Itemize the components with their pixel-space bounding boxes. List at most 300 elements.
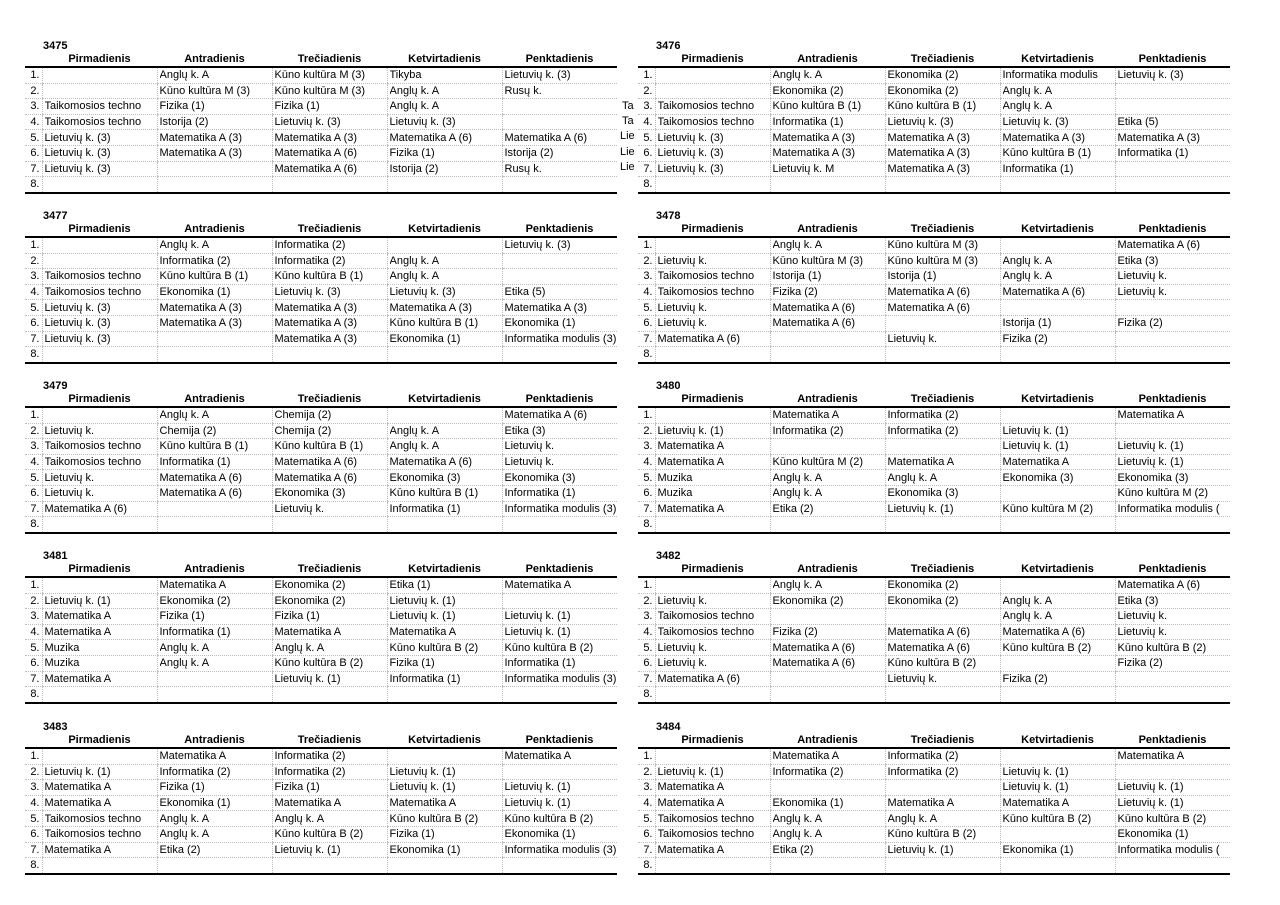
lesson-row (638, 300, 1230, 316)
subject-name: Anglų k. A (772, 471, 823, 484)
lesson-cell (387, 593, 502, 609)
subject-name: Lietuvių k. (3) (1002, 116, 1069, 129)
subject-name: Lietuvių k. (1117, 286, 1168, 299)
subject-name: Matematika A (3) (772, 147, 856, 160)
subject-name: Lietuvių k. (1) (389, 610, 456, 623)
subject-name: Taikomosios techno (44, 456, 142, 469)
day-header: Pirmadienis (42, 733, 157, 748)
subject-name: Matematika A (657, 781, 725, 794)
lesson-row (25, 407, 617, 423)
lesson-row (25, 300, 617, 316)
day-header: Trečiadienis (272, 733, 387, 748)
subject-name: Informatika modulis (3) (504, 502, 617, 515)
lesson-row (638, 671, 1230, 687)
lesson-row (638, 454, 1230, 470)
lesson-cell (387, 687, 502, 703)
lesson-cell (885, 671, 1000, 687)
day-header: Penktadienis (1115, 562, 1230, 577)
lesson-cell (502, 858, 617, 874)
subject-name: Lietuvių k. (1) (504, 797, 571, 810)
lesson-number: 3. (25, 780, 42, 796)
lesson-cell (1115, 161, 1230, 177)
subject-name: Etika (5) (1117, 116, 1159, 129)
lesson-number: 2. (638, 593, 655, 609)
subject-name: Matematika A (6) (1002, 286, 1086, 299)
lesson-number: 8. (638, 347, 655, 363)
subject-name: Matematika A (44, 626, 112, 639)
lesson-cell (502, 145, 617, 161)
subject-name: Lietuvių k. (1) (1117, 797, 1184, 810)
subject-name: Anglų k. A (389, 424, 440, 437)
header-blank (25, 222, 42, 237)
lesson-row (638, 764, 1230, 780)
subject-name: Informatika (2) (159, 254, 231, 267)
subject-name: Lietuvių k. (3) (44, 147, 111, 160)
day-header: Pirmadienis (42, 52, 157, 67)
subject-name: Lietuvių k. (3) (657, 131, 724, 144)
lesson-number: 7. (638, 331, 655, 347)
subject-name: Taikomosios techno (657, 270, 755, 283)
subject-name: Anglų k. A (159, 812, 210, 825)
lesson-cell (502, 269, 617, 285)
subject-name: Etika (3) (504, 424, 546, 437)
lesson-cell (272, 858, 387, 874)
header-blank (25, 392, 42, 407)
subject-name: Anglų k. A (274, 641, 325, 654)
lesson-number: 4. (638, 114, 655, 130)
subject-name: Etika (3) (1117, 254, 1159, 267)
subject-name: Ekonomika (1) (1002, 843, 1074, 856)
subject-name: Matematika A (6) (887, 626, 971, 639)
lesson-cell (157, 470, 272, 486)
subject-name: Anglų k. A (389, 440, 440, 453)
lesson-cell (655, 300, 770, 316)
subject-name: Lietuvių k. (3) (1117, 69, 1184, 82)
lesson-cell (1115, 99, 1230, 115)
lesson-cell (272, 795, 387, 811)
lesson-cell (885, 177, 1000, 193)
lesson-cell (387, 501, 502, 517)
subject-name: Etika (2) (159, 843, 201, 856)
subject-name: Lietuvių k. (1117, 626, 1168, 639)
lesson-cell (1000, 640, 1115, 656)
subject-name: Anglų k. A (389, 100, 440, 113)
lesson-cell (1000, 671, 1115, 687)
subject-name: Taikomosios techno (44, 286, 142, 299)
subject-name: Kūno kultūra B (1) (887, 100, 977, 113)
lesson-cell (1000, 67, 1115, 83)
lesson-number: 2. (25, 423, 42, 439)
lesson-number: 3. (25, 439, 42, 455)
subject-name: Matematika A (657, 797, 725, 810)
subject-name: Matematika A (3) (1117, 131, 1201, 144)
lesson-cell (655, 423, 770, 439)
day-header: Antradienis (157, 222, 272, 237)
lesson-cell (885, 687, 1000, 703)
lesson-cell (502, 826, 617, 842)
subject-name: Matematika A (6) (657, 332, 741, 345)
subject-name: Matematika A (3) (887, 131, 971, 144)
lesson-cell (157, 517, 272, 533)
subject-name: Lietuvių k. (3) (657, 147, 724, 160)
lesson-cell (272, 237, 387, 253)
subject-name: Istorija (1) (1002, 317, 1052, 330)
lesson-cell (272, 439, 387, 455)
lesson-cell (42, 795, 157, 811)
lesson-cell (655, 253, 770, 269)
subject-name: Matematika A (6) (274, 456, 358, 469)
header-blank (638, 52, 655, 67)
lesson-number: 7. (638, 671, 655, 687)
subject-name: Kūno kultūra B (1) (159, 270, 249, 283)
lesson-cell (502, 253, 617, 269)
lesson-cell (1115, 114, 1230, 130)
lesson-row (638, 177, 1230, 193)
lesson-number: 7. (638, 501, 655, 517)
lesson-cell (157, 671, 272, 687)
subject-name: Matematika A (44, 781, 112, 794)
lesson-cell (1000, 485, 1115, 501)
subject-name: Matematika A (6) (504, 131, 588, 144)
lesson-cell (885, 423, 1000, 439)
lesson-number: 5. (25, 470, 42, 486)
lesson-number: 2. (25, 253, 42, 269)
lesson-cell (1115, 67, 1230, 83)
lesson-row (638, 826, 1230, 842)
subject-name: Lietuvių k. (1) (389, 781, 456, 794)
lesson-cell (655, 795, 770, 811)
day-header: Antradienis (770, 392, 885, 407)
lesson-number: 7. (25, 501, 42, 517)
lesson-row (638, 284, 1230, 300)
subject-name: Lietuvių k. (657, 254, 708, 267)
subject-name: Lietuvių k. M (772, 162, 835, 175)
subject-name: Lietuvių k. (3) (274, 116, 341, 129)
subject-name: Fizika (2) (1002, 672, 1048, 685)
lesson-cell (885, 748, 1000, 764)
lesson-cell (885, 347, 1000, 363)
lesson-row (638, 687, 1230, 703)
lesson-cell (655, 671, 770, 687)
subject-name: Anglų k. A (1002, 270, 1053, 283)
lesson-cell (885, 269, 1000, 285)
subject-name: Kūno kultūra B (2) (1002, 812, 1092, 825)
subject-name: Lietuvių k. (1) (44, 594, 111, 607)
lesson-cell (655, 99, 770, 115)
lesson-cell (502, 593, 617, 609)
lesson-cell (387, 764, 502, 780)
lesson-cell (502, 624, 617, 640)
lesson-number: 8. (638, 177, 655, 193)
lesson-cell (42, 470, 157, 486)
subject-name: Matematika A (274, 626, 342, 639)
subject-name: Matematika A (657, 440, 725, 453)
lesson-cell (655, 161, 770, 177)
lesson-cell (655, 517, 770, 533)
lesson-cell (42, 269, 157, 285)
lesson-row (25, 67, 617, 83)
lesson-cell (502, 161, 617, 177)
lesson-cell (272, 130, 387, 146)
lesson-cell (1000, 811, 1115, 827)
subject-name: Matematika A (504, 579, 572, 592)
lesson-cell (770, 284, 885, 300)
lesson-row (25, 826, 617, 842)
lesson-number: 8. (25, 687, 42, 703)
lesson-cell (1115, 454, 1230, 470)
lesson-cell (42, 624, 157, 640)
lesson-cell (885, 470, 1000, 486)
subject-name: Matematika A (1117, 750, 1185, 763)
day-header: Ketvirtadienis (387, 733, 502, 748)
subject-name: Taikomosios techno (657, 100, 755, 113)
subject-name: Chemija (2) (274, 409, 332, 422)
subject-name: Fizika (1) (159, 100, 205, 113)
lesson-row (638, 485, 1230, 501)
subject-name: Informatika (2) (887, 750, 959, 763)
subject-name: Kūno kultūra B (2) (1002, 641, 1092, 654)
lesson-cell (1115, 671, 1230, 687)
subject-name: Matematika A (1002, 797, 1070, 810)
lesson-cell (1115, 485, 1230, 501)
lesson-number: 6. (25, 826, 42, 842)
lesson-cell (157, 347, 272, 363)
overflow-fragment: Lie (620, 130, 635, 142)
day-header: Antradienis (157, 392, 272, 407)
subject-name: Matematika A (6) (274, 147, 358, 160)
subject-name: Istorija (2) (389, 162, 439, 175)
lesson-row (25, 331, 617, 347)
subject-name: Lietuvių k. (1) (504, 781, 571, 794)
subject-name: Anglų k. A (159, 239, 210, 252)
lesson-cell (502, 671, 617, 687)
lesson-cell (1115, 577, 1230, 593)
lesson-cell (387, 237, 502, 253)
subject-name: Matematika A (6) (274, 162, 358, 175)
lesson-cell (655, 83, 770, 99)
subject-name: Matematika A (504, 750, 572, 763)
subject-name: Muzika (44, 641, 80, 654)
lesson-cell (770, 114, 885, 130)
lesson-cell (42, 315, 157, 331)
lesson-cell (502, 300, 617, 316)
lesson-cell (42, 764, 157, 780)
lesson-cell (272, 315, 387, 331)
lesson-cell (1115, 284, 1230, 300)
lesson-cell (885, 517, 1000, 533)
lesson-cell (885, 114, 1000, 130)
lesson-cell (42, 609, 157, 625)
day-header: Penktadienis (1115, 222, 1230, 237)
lesson-cell (1000, 501, 1115, 517)
lesson-cell (157, 501, 272, 517)
lesson-cell (1000, 269, 1115, 285)
lesson-number: 4. (25, 454, 42, 470)
lesson-row (25, 423, 617, 439)
subject-name: Etika (3) (1117, 594, 1159, 607)
lesson-cell (157, 795, 272, 811)
lesson-cell (770, 331, 885, 347)
subject-name: Anglų k. A (772, 487, 823, 500)
lesson-cell (42, 517, 157, 533)
lesson-cell (1000, 99, 1115, 115)
lesson-cell (42, 780, 157, 796)
lesson-cell (387, 347, 502, 363)
lesson-cell (655, 439, 770, 455)
lesson-cell (42, 842, 157, 858)
lesson-row (638, 315, 1230, 331)
subject-name: Matematika A (6) (1117, 579, 1201, 592)
lesson-cell (1115, 826, 1230, 842)
subject-name: Matematika A (6) (159, 471, 243, 484)
lesson-cell (157, 687, 272, 703)
lesson-cell (272, 269, 387, 285)
lesson-cell (885, 315, 1000, 331)
lesson-cell (770, 826, 885, 842)
lesson-cell (387, 423, 502, 439)
lesson-row (25, 347, 617, 363)
subject-name: Kūno kultūra B (2) (389, 641, 479, 654)
lesson-number: 8. (638, 858, 655, 874)
lesson-cell (502, 470, 617, 486)
subject-name: Matematika A (3) (887, 162, 971, 175)
subject-name: Matematika A (1117, 409, 1185, 422)
day-header: Ketvirtadienis (387, 52, 502, 67)
subject-name: Anglų k. A (887, 812, 938, 825)
subject-name: Lietuvių k. (1) (389, 765, 456, 778)
subject-name: Lietuvių k. (657, 317, 708, 330)
lesson-cell (885, 331, 1000, 347)
lesson-cell (272, 687, 387, 703)
header-blank (25, 733, 42, 748)
lesson-cell (1115, 609, 1230, 625)
lesson-cell (272, 99, 387, 115)
subject-name: Muzika (44, 657, 80, 670)
lesson-cell (1115, 423, 1230, 439)
lesson-cell (387, 624, 502, 640)
lesson-row (25, 470, 617, 486)
lesson-cell (42, 826, 157, 842)
lesson-row (25, 748, 617, 764)
subject-name: Informatika (2) (159, 765, 231, 778)
lesson-cell (387, 145, 502, 161)
day-header: Pirmadienis (655, 392, 770, 407)
lesson-cell (1115, 748, 1230, 764)
lesson-cell (502, 842, 617, 858)
lesson-number: 8. (638, 687, 655, 703)
subject-name: Informatika (2) (274, 239, 346, 252)
subject-name: Lietuvių k. (1) (1117, 456, 1184, 469)
subject-name: Taikomosios techno (44, 828, 142, 841)
lesson-cell (1115, 655, 1230, 671)
lesson-number: 1. (25, 67, 42, 83)
lesson-number: 4. (25, 795, 42, 811)
lesson-cell (272, 423, 387, 439)
lesson-cell (770, 253, 885, 269)
subject-name: Kūno kultūra B (2) (887, 828, 977, 841)
subject-name: Taikomosios techno (657, 610, 755, 623)
subject-name: Matematika A (6) (389, 456, 473, 469)
lesson-row (638, 748, 1230, 764)
lesson-number: 6. (638, 655, 655, 671)
lesson-cell (42, 67, 157, 83)
lesson-cell (770, 485, 885, 501)
subject-name: Lietuvių k. (1) (274, 843, 341, 856)
day-header: Penktadienis (502, 562, 617, 577)
day-header: Pirmadienis (655, 562, 770, 577)
lesson-cell (1000, 517, 1115, 533)
subject-name: Lietuvių k. (3) (274, 286, 341, 299)
subject-name: Anglų k. A (159, 409, 210, 422)
subject-name: Lietuvių k. (1) (504, 610, 571, 623)
lesson-cell (272, 407, 387, 423)
subject-name: Matematika A (657, 456, 725, 469)
lesson-row (638, 439, 1230, 455)
lesson-cell (272, 577, 387, 593)
lesson-cell (1115, 83, 1230, 99)
lesson-number: 2. (638, 83, 655, 99)
lesson-cell (1115, 624, 1230, 640)
lesson-cell (157, 780, 272, 796)
lesson-number: 4. (25, 114, 42, 130)
lesson-cell (502, 423, 617, 439)
lesson-cell (387, 454, 502, 470)
lesson-cell (655, 407, 770, 423)
subject-name: Lietuvių k. (3) (44, 131, 111, 144)
subject-name: Fizika (1) (274, 781, 320, 794)
lesson-cell (885, 99, 1000, 115)
lesson-cell (885, 577, 1000, 593)
subject-name: Kūno kultūra B (2) (274, 657, 364, 670)
lesson-row (25, 269, 617, 285)
subject-name: Lietuvių k. (3) (44, 332, 111, 345)
lesson-number: 7. (25, 671, 42, 687)
subject-name: Lietuvių k. (657, 657, 708, 670)
overflow-fragment: Lie (620, 146, 635, 158)
subject-name: Anglų k. A (1002, 100, 1053, 113)
lesson-row (25, 253, 617, 269)
subject-name: Lietuvių k. (1) (1002, 765, 1069, 778)
lesson-cell (272, 67, 387, 83)
subject-name: Informatika modulis (3) (504, 332, 617, 345)
lesson-cell (272, 811, 387, 827)
day-header: Ketvirtadienis (387, 392, 502, 407)
subject-name: Lietuvių k. (1) (887, 502, 954, 515)
subject-name: Anglų k. A (389, 270, 440, 283)
lesson-cell (272, 517, 387, 533)
day-header: Antradienis (770, 222, 885, 237)
lesson-cell (502, 439, 617, 455)
lesson-number: 5. (638, 300, 655, 316)
lesson-cell (655, 624, 770, 640)
lesson-cell (387, 439, 502, 455)
day-header: Penktadienis (1115, 52, 1230, 67)
lesson-cell (770, 655, 885, 671)
subject-name: Kūno kultūra B (2) (274, 828, 364, 841)
lesson-cell (885, 130, 1000, 146)
subject-name: Kūno kultūra M (3) (887, 239, 978, 252)
lesson-cell (42, 114, 157, 130)
lesson-cell (502, 114, 617, 130)
lesson-cell (770, 501, 885, 517)
header-blank (638, 392, 655, 407)
lesson-cell (387, 407, 502, 423)
subject-name: Anglų k. A (159, 657, 210, 670)
lesson-cell (885, 593, 1000, 609)
lesson-number: 1. (25, 407, 42, 423)
subject-name: Taikomosios techno (657, 116, 755, 129)
lesson-cell (272, 826, 387, 842)
